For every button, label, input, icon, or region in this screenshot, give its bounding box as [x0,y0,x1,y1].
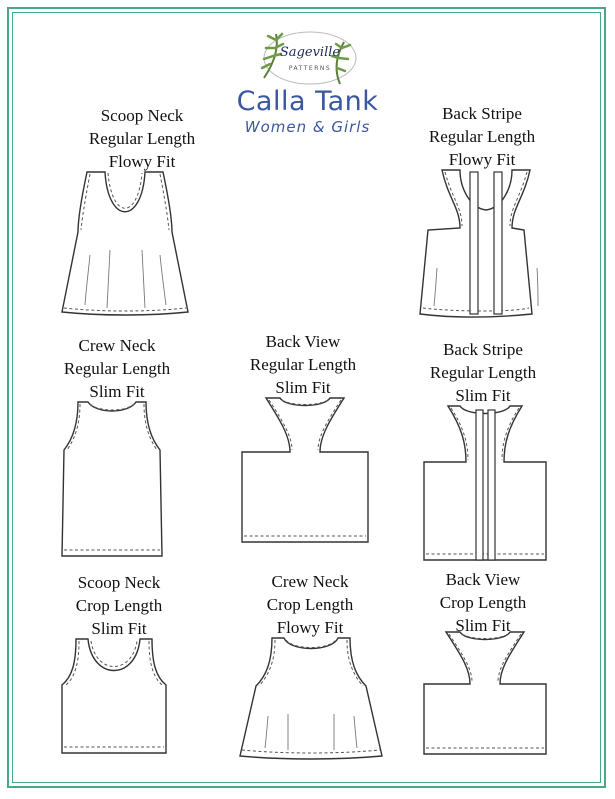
view-label-crew-crop-flowy: Crew Neck Crop Length Flowy Fit [266,572,354,637]
tank-stripe-regular-slim [420,404,550,564]
tank-stripe-regular-flowy [412,168,560,318]
logo-brand-text: Sageville [279,45,341,60]
tank-scoop-regular-flowy [60,170,190,315]
view-label-scoop-regular-flowy: Scoop Neck Regular Length Flowy Fit [88,106,196,171]
tank-back-regular-slim [240,396,370,546]
tank-back-crop-slim [420,630,550,758]
view-label-back-crop-slim: Back View Crop Length Slim Fit [439,570,527,635]
tank-crew-crop-flowy [238,636,384,760]
page-title: Calla Tank [236,86,379,117]
view-label-stripe-regular-slim: Back Stripe Regular Length Slim Fit [429,340,537,405]
view-label-scoop-crop-slim: Scoop Neck Crop Length Slim Fit [75,573,163,638]
sageville-logo [254,28,362,92]
tank-scoop-crop-slim [58,637,170,757]
logo-patterns-text: PATTERNS [288,65,332,72]
view-label-back-regular-slim: Back View Regular Length Slim Fit [249,332,357,397]
tank-crew-regular-slim [58,400,166,560]
page-subtitle: Women & Girls [244,118,371,136]
view-label-stripe-regular-flowy: Back Stripe Regular Length Flowy Fit [428,104,536,169]
view-label-crew-regular-slim: Crew Neck Regular Length Slim Fit [63,336,171,401]
